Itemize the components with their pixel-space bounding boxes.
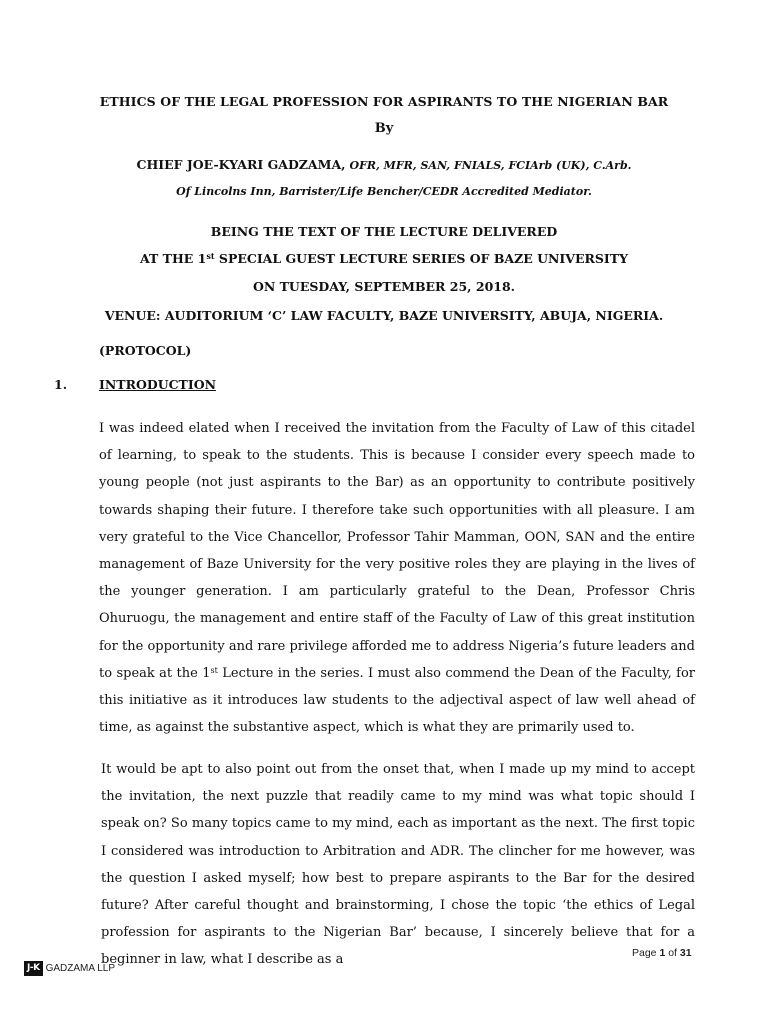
author-name: CHIEF JOE-KYARI GADZAMA, bbox=[136, 157, 346, 172]
section-heading: INTRODUCTION bbox=[99, 377, 217, 392]
jk-logo-icon: J-K bbox=[24, 961, 43, 976]
protocol-note: (PROTOCOL) bbox=[99, 343, 192, 358]
page-number: Page 1 of 31 bbox=[632, 947, 692, 959]
author-line bbox=[0, 157, 768, 172]
firm-logo bbox=[24, 961, 115, 976]
lecture-date: ON TUESDAY, SEPTEMBER 25, 2018. bbox=[252, 279, 516, 294]
author-titles: OFR, MFR, SAN, FNIALS, FCIArb (UK), C.Arb. bbox=[349, 159, 632, 172]
intro-paragraph-2: It would be apt to also point out from the onset that, when I made up my mind to accept the invitation, the next puzzle that readily came to my mind was what topic should I speak on? So many topics came to my mind, each as important as the next. The first topic I considered was introduction to Arbitration and ADR. The clincher for me however, was the question I asked myself; how best to prepare aspirants to the Bar for the desired future? After careful thought and brainstorming, I chose the topic ‘the ethics of Legal profession for aspirants to the Nigerian Bar’ because, I sincerely believe that for a beginner in law, what I describe as a bbox=[101, 762, 695, 968]
intro-paragraph-1: I was indeed elated when I received the invitation from the Faculty of Law of this citadel of learning, to speak to the students. This is because I consider every speech made to young people (not just aspirants to the Bar) as an opportunity to contribute positively towards shaping their future. I therefore take such opportunities with all pleasure. I am very grateful to the Vice Chancellor, Professor Tahir Mamman, OON, SAN and the entire management of Baze University for the very positive roles they are playing in the lives of the younger generation. I am particularly grateful to the Dean, Professor Chris Ohuruogu, the management and entire staff of the Faculty of Law of this great institution for the opportunity and rare privilege afforded me to address Nigeria’s future leaders and to speak at the 1st Lecture in the series. I must also commend the Dean of the Faculty, for this initiative as it introduces law students to the adjectival aspect of law well ahead of time, as against the substantive aspect, which is what they are primarily used to. bbox=[99, 421, 695, 736]
by-line: By bbox=[374, 121, 394, 136]
lecture-line-2: AT THE 1st SPECIAL GUEST LECTURE SERIES OF BAZE UNIVERSITY bbox=[140, 251, 628, 266]
lecture-line-1: BEING THE TEXT OF THE LECTURE DELIVERED bbox=[210, 224, 558, 239]
firm-name: GADZAMA LLP bbox=[45, 963, 116, 974]
author-affiliation: Of Lincolns Inn, Barrister/Life Bencher/CEDR Accredited Mediator. bbox=[176, 185, 592, 198]
document-title: ETHICS OF THE LEGAL PROFESSION FOR ASPIRANTS TO THE NIGERIAN BAR bbox=[99, 94, 669, 109]
section-number: 1. bbox=[54, 377, 68, 392]
lecture-venue: VENUE: AUDITORIUM ‘C’ LAW FACULTY, BAZE UNIVERSITY, ABUJA, NIGERIA. bbox=[104, 308, 664, 323]
